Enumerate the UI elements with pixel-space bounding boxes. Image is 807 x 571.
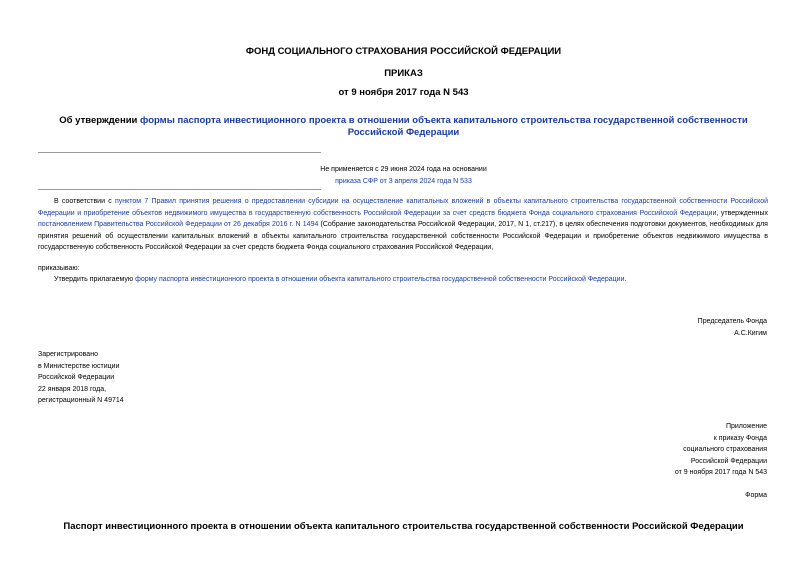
status-note: Не применяется с 29 июня 2024 года на основании bbox=[320, 166, 487, 173]
order-text-1: Утвердить прилагаемую bbox=[54, 276, 136, 283]
appendix-line-1: Приложение bbox=[725, 423, 767, 430]
doc-date-number: от 9 ноября 2017 года N 543 bbox=[338, 87, 469, 98]
passport-title: Паспорт инвестиционного проекта в отношении объекта капитального строительства государственной собственности Российской Федерации bbox=[63, 521, 744, 532]
document-title bbox=[50, 115, 757, 139]
signature-name: А.С.Кигим bbox=[734, 329, 767, 337]
signature-block bbox=[698, 316, 767, 339]
order-paragraph bbox=[38, 274, 768, 286]
status-order-link[interactable]: приказа СФР от 3 апреля 2024 года N 533 bbox=[335, 178, 472, 185]
appendix-line-3: социального страхования bbox=[683, 446, 767, 453]
title-prefix: Об утверждении bbox=[59, 115, 141, 126]
appendix-line-2: к приказу Фонда bbox=[713, 434, 767, 442]
preamble-rules-link[interactable]: пунктом 7 Правил принятия решения о предоставлении субсидии на осуществление капитальных вложений в объекты капитального строительства государственной собственности Российской Федерации и приобретение объектов недвижимого имущества в государственную собственность Российской Федерации за счет средств бюджета Фонда социального страхования Российской Федерации bbox=[38, 198, 769, 217]
preamble-paragraph bbox=[38, 196, 768, 254]
preamble-text-1: В соответствии с bbox=[54, 198, 115, 205]
preamble-text-2: , утвержденных bbox=[716, 209, 768, 217]
title-link[interactable]: формы паспорта инвестиционного проекта в отношении объекта капитального строительства государственной собственности Российской Федерации bbox=[140, 115, 748, 138]
registration-line-1: Зарегистрировано bbox=[38, 351, 98, 358]
status-note-link-row bbox=[0, 176, 807, 188]
registration-line-3: Российской Федерации bbox=[38, 374, 115, 381]
appendix-line-5: от 9 ноября 2017 года N 543 bbox=[674, 469, 767, 476]
order-label: приказываю: bbox=[38, 265, 80, 272]
registration-block bbox=[38, 349, 124, 407]
divider-top bbox=[38, 152, 321, 153]
registration-line-2: в Министерстве юстиции bbox=[38, 362, 120, 370]
registration-line-5: регистрационный N 49714 bbox=[38, 397, 124, 404]
preamble-text-3: (Собрание законодательства Российской Федерации, 2017, N 1, ст.217), в целях обеспечения подготовки документов, необходимых для принятия решений об осуществлении капитальных вложений в объекты капитального строительства государственной собственности Российской Федерации и приобретение объектов недвижимого имущества в государственную собственность Российской Федерации за счет средств бюджета Фонда социального страхования Российской Федерации, bbox=[38, 221, 768, 251]
appendix-line-4: Российской Федерации bbox=[690, 457, 767, 465]
order-form-link[interactable]: форму паспорта инвестиционного проекта в отношении объекта капитального строительства государственной собственности Российской Федерации bbox=[135, 276, 625, 283]
appendix-block bbox=[675, 421, 767, 479]
divider-bottom bbox=[38, 189, 321, 190]
preamble-decree-link[interactable]: постановлением Правительства Российской Федерации от 26 декабря 2016 г. N 1494 bbox=[38, 221, 319, 228]
registration-line-4: 22 января 2018 года, bbox=[38, 385, 107, 393]
org-heading: ФОНД СОЦИАЛЬНОГО СТРАХОВАНИЯ РОССИЙСКОЙ ФЕДЕРАЦИИ bbox=[245, 46, 562, 57]
doc-type-heading: ПРИКАЗ bbox=[384, 68, 423, 79]
form-label: Форма bbox=[745, 492, 767, 499]
signature-position: Председатель Фонда bbox=[697, 318, 767, 325]
order-text-2: . bbox=[624, 276, 627, 283]
